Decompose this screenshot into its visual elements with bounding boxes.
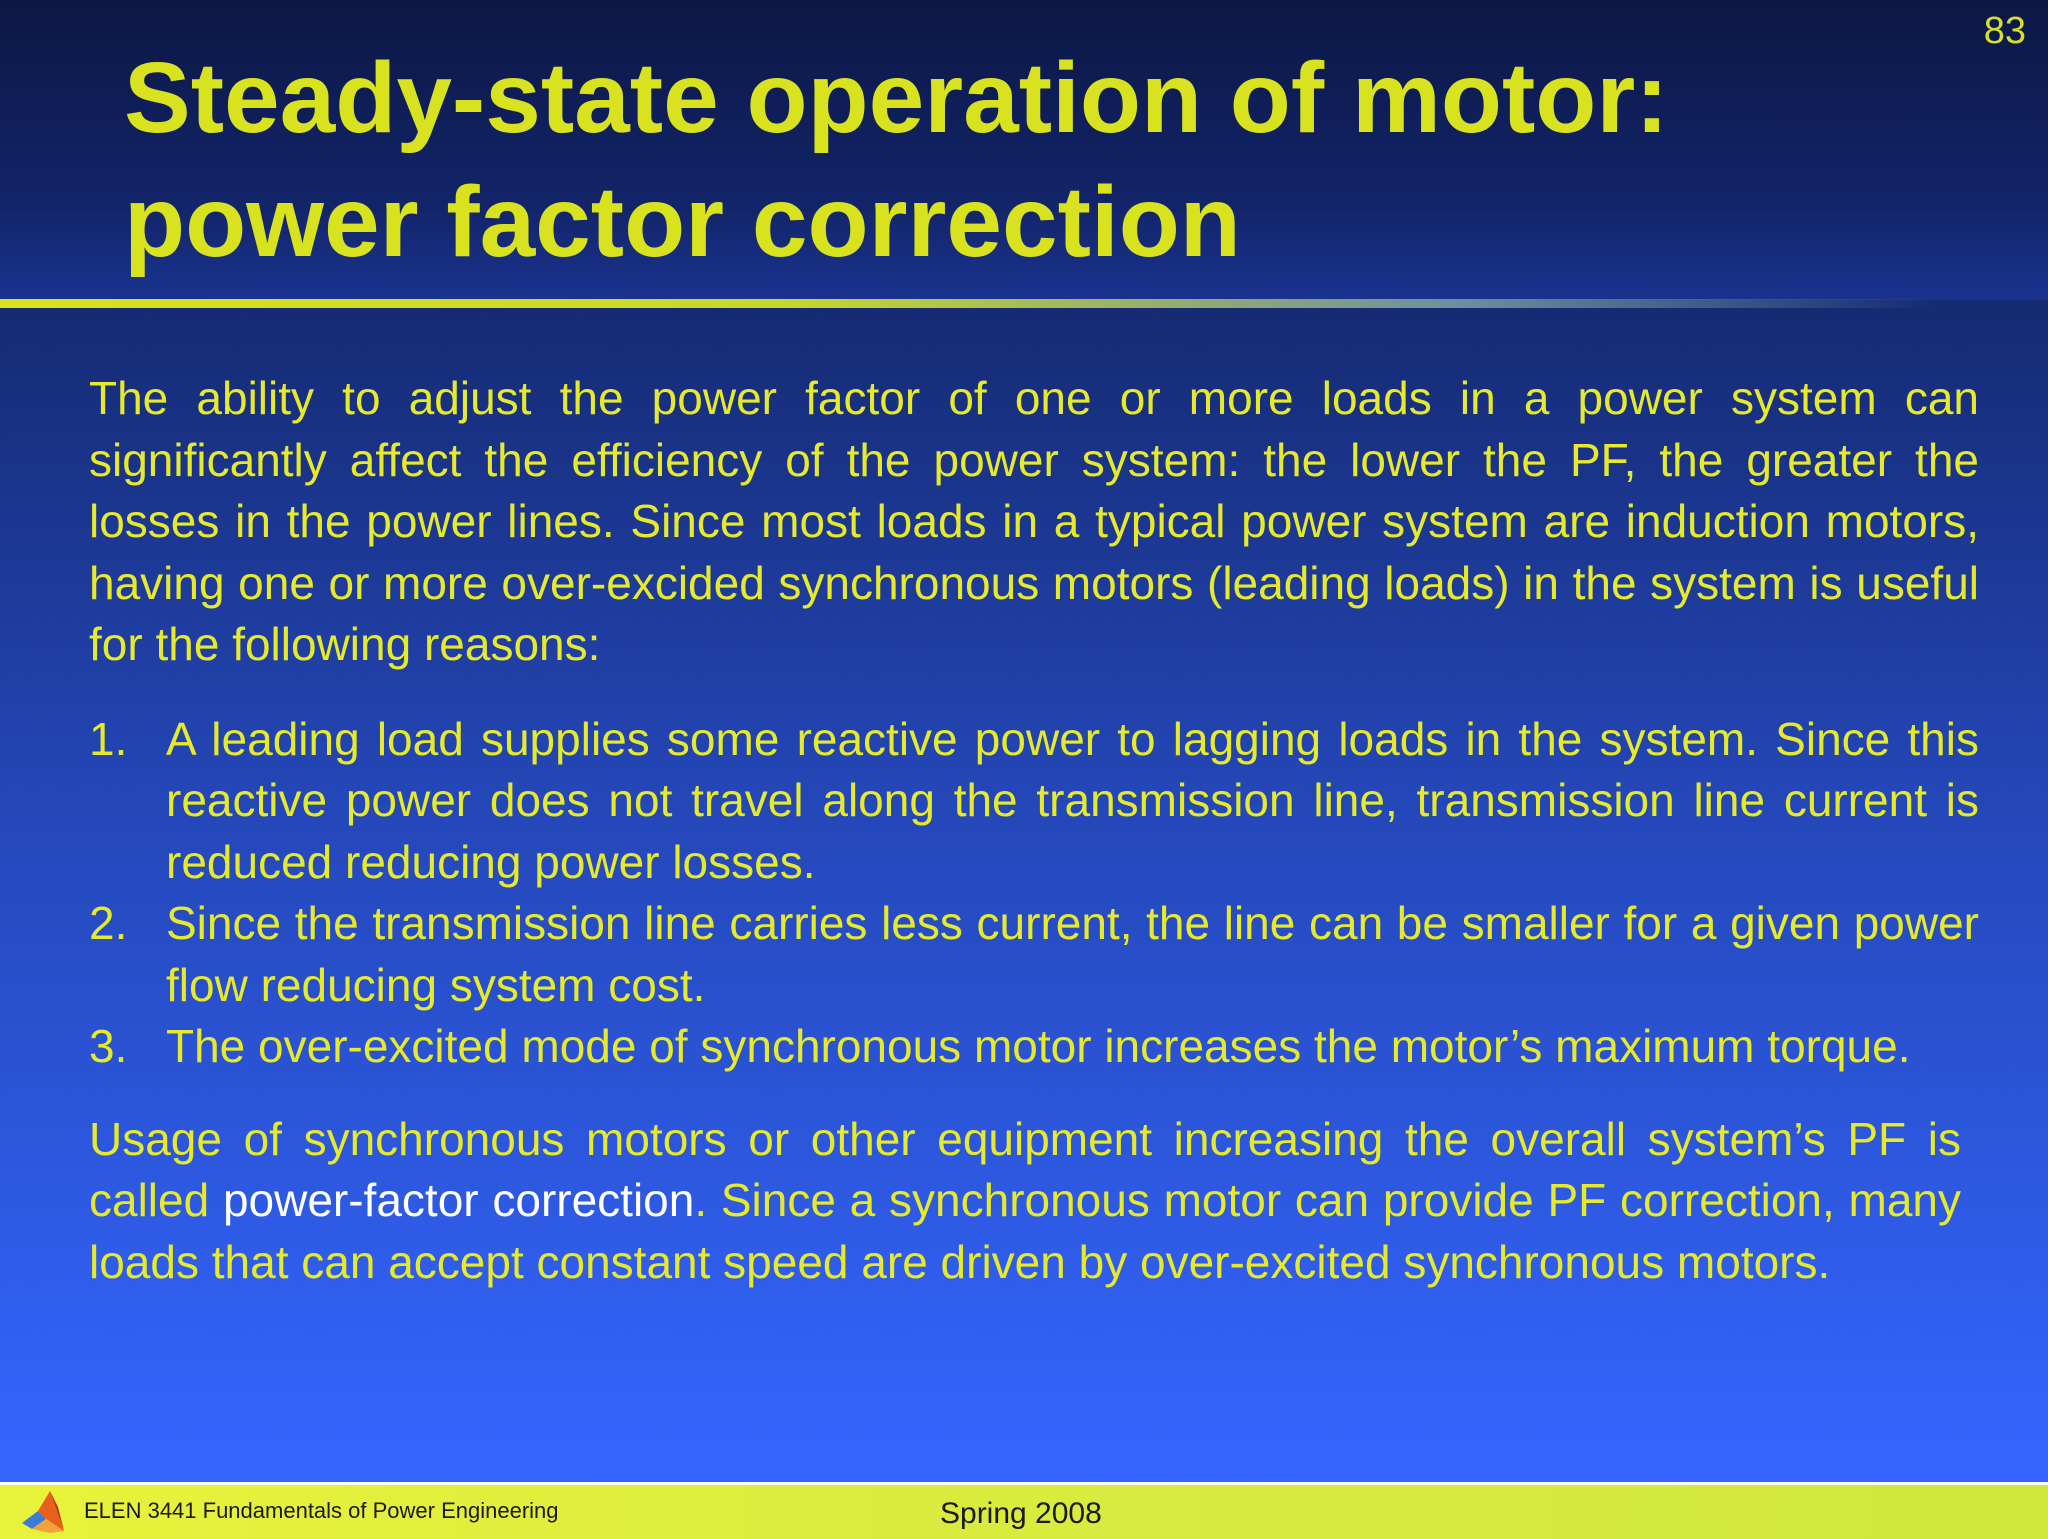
list-item-text: Since the transmission line carries less current, the line can be smaller for a given power flow reducing system cost. (166, 897, 1979, 1011)
list-item-number: 3. (89, 1020, 128, 1072)
reasons-list (89, 709, 1979, 1078)
closing-text-part-1: Usage of synchronous motors or other equipment increasing the overall system’s PF is called (89, 1112, 1961, 1226)
intro-paragraph: The ability to adjust the power factor of one or more loads in a power system can significantly affect the efficiency of the power system: the lower the PF, the greater the losses in the power lines. Since most loads in a typical power system are induction motors, having one or more over-excided synchronous motors (leading loads) in the system is useful for the following reasons: (89, 372, 1979, 670)
list-item-number: 1. (89, 712, 128, 765)
footer-term: Spring 2008 (940, 1497, 1102, 1530)
list-item-number: 2. (89, 897, 128, 949)
slide-title-line-2: power factor correction (124, 166, 1241, 278)
list-item (89, 1016, 1979, 1078)
highlighted-term: power-factor correction (222, 1174, 695, 1226)
closing-text-part-2: . Since a synchronous motor can provide PF correction, many loads that can accept constant speed are driven by over-excited synchronous motors. (89, 1174, 1962, 1288)
slide-title (124, 36, 1904, 284)
footer-bar (0, 1482, 2048, 1539)
slide-content (89, 368, 1979, 1293)
list-item (89, 709, 1979, 894)
slide-title-line-1: Steady-state operation of motor: (124, 42, 1669, 154)
matlab-membrane-logo-icon (20, 1489, 70, 1535)
list-item (89, 893, 1979, 1016)
closing-paragraph (89, 1109, 1961, 1294)
footer-course-title: ELEN 3441 Fundamentals of Power Engineering (84, 1498, 559, 1523)
list-item-text: The over-excited mode of synchronous motor increases the motor’s maximum torque. (166, 1020, 1911, 1072)
slide-number: 83 (1983, 10, 2026, 52)
list-item-text: A leading load supplies some reactive power to lagging loads in the system. Since this reactive power does not travel along the transmission line, transmission line current is reduced reducing power losses. (166, 712, 1979, 888)
title-divider (0, 299, 1940, 308)
